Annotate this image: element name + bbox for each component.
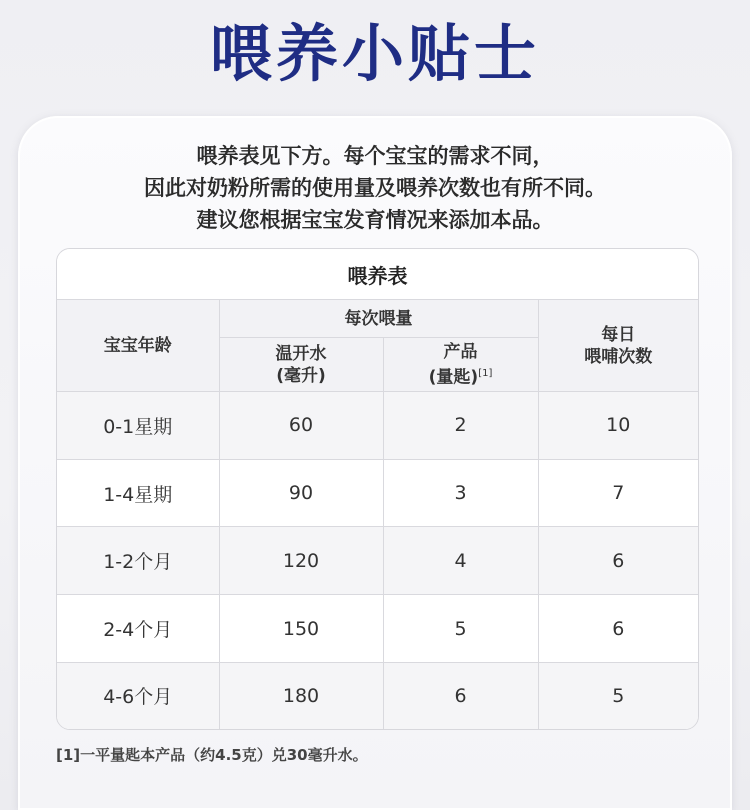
cell-water: 60 (219, 392, 383, 460)
header-daily-line-1: 每日 (601, 324, 636, 345)
header-powder-line-1: 产品 (443, 341, 478, 362)
cell-daily: 10 (538, 392, 698, 460)
cell-daily: 5 (538, 662, 698, 729)
header-daily (538, 300, 698, 392)
cell-age: 1-2个月 (57, 527, 219, 595)
feeding-table (56, 248, 699, 730)
header-daily-line-2: 喂哺次数 (584, 346, 653, 367)
cell-powder: 2 (383, 392, 538, 460)
cell-water: 150 (219, 595, 383, 663)
cell-powder: 5 (383, 595, 538, 663)
intro-text (0, 140, 750, 236)
cell-water: 120 (219, 527, 383, 595)
header-age: 宝宝年龄 (57, 300, 219, 392)
header-water (219, 338, 383, 392)
cell-age: 4-6个月 (57, 662, 219, 729)
cell-powder: 4 (383, 527, 538, 595)
table-row (57, 392, 698, 460)
cell-daily: 6 (538, 595, 698, 663)
cell-daily: 7 (538, 459, 698, 527)
header-powder-line-2 (384, 363, 538, 389)
cell-powder: 6 (383, 662, 538, 729)
header-powder-unit: (量匙) (428, 367, 479, 388)
intro-line-1: 喂养表见下方。每个宝宝的需求不同， (196, 144, 554, 168)
cell-age: 0-1星期 (57, 392, 219, 460)
cell-powder: 3 (383, 459, 538, 527)
cell-daily: 6 (538, 527, 698, 595)
table-caption: 喂养表 (57, 249, 698, 300)
cell-age: 1-4星期 (57, 459, 219, 527)
table-row (57, 595, 698, 663)
header-water-line-1: 温开水 (275, 343, 327, 364)
footnote-ref: [1] (478, 367, 493, 379)
header-powder (383, 338, 538, 392)
cell-age: 2-4个月 (57, 595, 219, 663)
header-per-feed: 每次喂量 (219, 300, 538, 338)
cell-water: 90 (219, 459, 383, 527)
table-row (57, 527, 698, 595)
intro-line-3: 建议您根据宝宝发育情况来添加本品。 (196, 208, 554, 232)
intro-line-2: 因此对奶粉所需的使用量及喂养次数也有所不同。 (144, 176, 606, 200)
cell-water: 180 (219, 662, 383, 729)
table-row (57, 459, 698, 527)
header-water-line-2: (毫升) (276, 365, 326, 386)
footnote: [1]一平量匙本产品（约4.5克）兑30毫升水。 (56, 746, 368, 764)
page-title: 喂养小贴士 (209, 17, 540, 90)
table-row (57, 662, 698, 729)
